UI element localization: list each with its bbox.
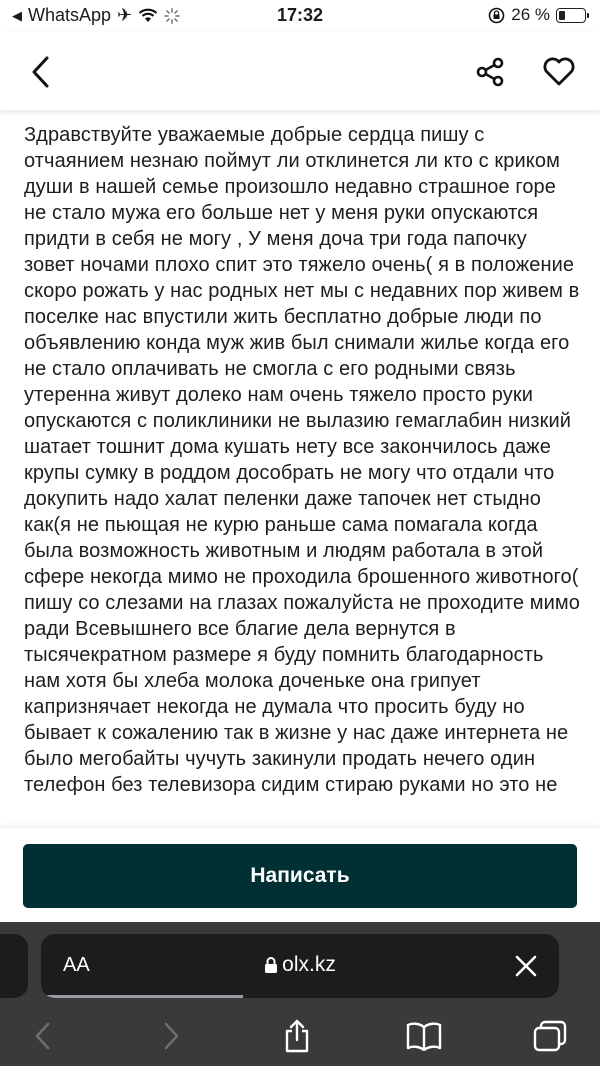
battery-level [559,11,565,20]
tabs-button[interactable] [528,1014,572,1058]
page-load-progress-fill [41,995,243,998]
airplane-icon: ✈ [117,5,133,25]
heart-icon [542,57,576,87]
text-size-label: AA [63,954,90,976]
url-domain: olx.kz [282,953,336,976]
clock: 17:32 [276,5,324,25]
chevron-left-icon [33,1021,51,1051]
share-button[interactable] [468,50,512,94]
back-arrow-icon: ◀ [12,7,22,23]
chevron-left-icon [29,55,51,89]
address-bar[interactable] [41,934,559,998]
share-square-icon [282,1018,312,1054]
browser-back-button[interactable] [20,1014,64,1058]
book-icon [405,1021,443,1051]
app-header [0,32,600,110]
ad-description: Здравствуйте уважаемые добрые сердца пишу с отчаянием незнаю поймут ли отклинется ли кто с криком души в нашей семье произошло недавно страшное горе не стало мужа его больше нет у меня руки опускаются придти в себя не могу , У меня доча три года папочку зовет ночами плохо спит это тяжело очень( я в положение скоро рожать у нас родных нет мы с недавних пор живем в поселке нас впустили жить бесплатно добрые люди по объявлению конда муж жив был снимали жилье когда его не стало оплачивать не смогла с его родными связь утеренна живут долеко нам очень тяжело просто руки опускаются с поликлиники не вылазию гемаглабин низкий шатает тошнит дома кушать нету все закончилось даже крупы сумку в роддом дособрать не могу что отдали что докупить надо халат пеленки даже тапочек нет стыдно как(я не пьющая не курю раньше сама помагала когда была возможность животным и людям работала в этой сфере некогда мимо не проходила брошенного животного( пишу со слезами на глазах пожалуйста не проходите мимо ради Всевышнего все благие дела вернутся в тысячекратном размере я буду помнить благодарность нам хотя бы хлеба молока доченьке она грипует капризнячает некогда не думала что просить буду но бывает к сожалению так в жизне у нас даже интернета не было мегобайты чучуть закинули продать нечего один телефон без телевизора сидим стираю руками но это не [24,124,580,796]
stop-loading-button[interactable] [513,953,539,979]
orientation-lock-icon [488,7,505,24]
bookmarks-button[interactable] [402,1014,446,1058]
safari-toolbar [0,922,600,1066]
close-icon [513,953,539,979]
lock-icon [264,956,278,974]
chevron-right-icon [163,1021,181,1051]
url-display[interactable] [41,953,559,977]
write-message-button[interactable]: Написать [23,844,577,908]
status-right [488,5,586,25]
battery-percent: 26 % [511,5,550,24]
previous-tab-peek[interactable] [0,934,28,998]
tabs-icon [532,1019,568,1053]
back-app-label: WhatsApp [28,5,112,25]
back-button[interactable] [18,50,62,94]
share-icon [474,56,506,88]
favorite-button[interactable] [537,50,581,94]
browser-share-button[interactable] [275,1014,319,1058]
battery-icon [556,8,586,23]
action-bar [0,828,600,922]
page-load-progress [41,995,559,998]
status-bar [0,0,600,32]
browser-forward-button[interactable] [150,1014,194,1058]
